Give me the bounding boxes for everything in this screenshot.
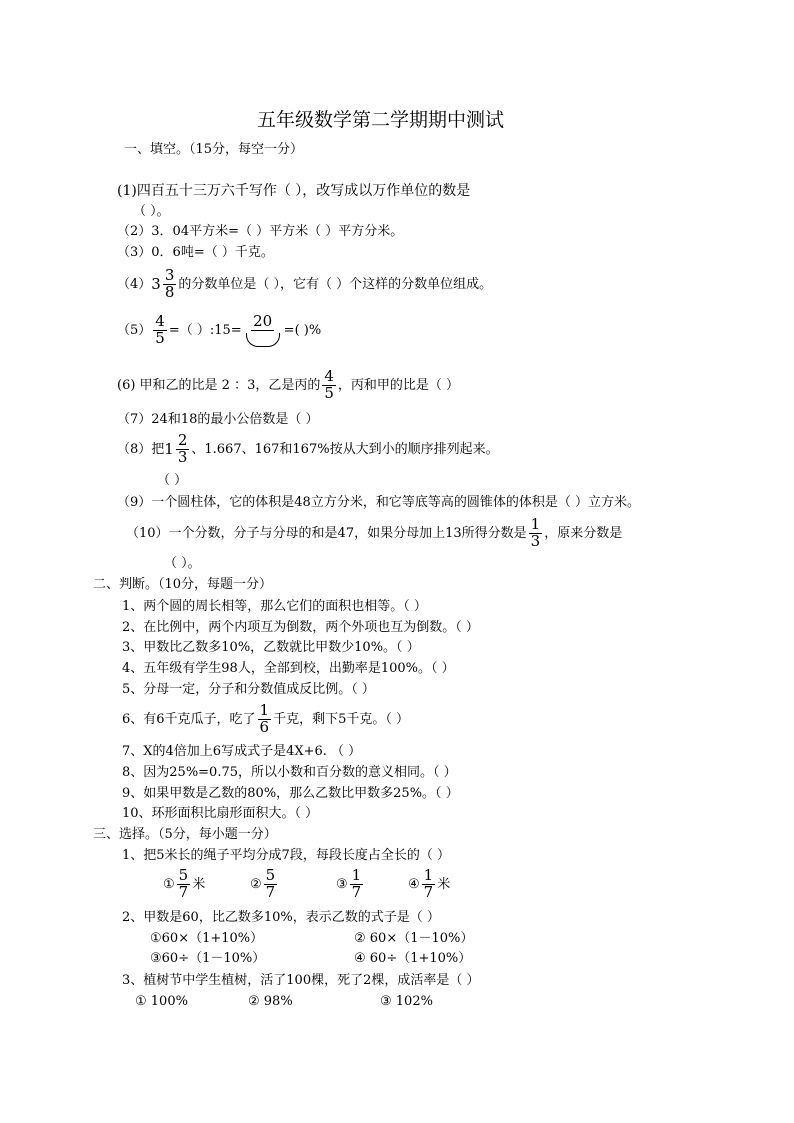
- numerator: 3: [164, 266, 175, 284]
- numerator: 2: [177, 431, 188, 449]
- denominator: 7: [178, 882, 189, 901]
- judge-item: 2、在比例中，两个内项互为倒数，两个外项也互为倒数。（ ）: [122, 620, 479, 635]
- judge-item: 9、如果甲数是乙数的80%，那么乙数比甲数多25%。（ ）: [122, 786, 459, 801]
- choice-option: [408, 868, 450, 901]
- numerator: 5: [178, 866, 189, 884]
- q6-prefix: (6) 甲和乙的比是 2 ：3，乙是丙的: [117, 377, 321, 393]
- denominator: 7: [351, 882, 362, 901]
- judge-item: 4、五年级有学生98人，全部到校，出勤率是100%。（ ）: [122, 661, 455, 676]
- page-title: 五年级数学第二学期期中测试: [257, 109, 505, 131]
- q8-suffix: 、1.667、167和167%按从大到小的顺序排列起来。: [191, 441, 499, 457]
- denominator: 3: [177, 447, 188, 466]
- question-1-5: [117, 314, 321, 347]
- choice-option: [250, 868, 279, 901]
- numerator: 5: [265, 866, 276, 884]
- judge-item: 3、甲数比乙数多10%，乙数就比甲数少10%。（ ）: [122, 640, 420, 655]
- choice-option: ③60÷（1－10%）: [150, 951, 266, 966]
- choice-option: ①60×（1+10%）: [150, 931, 264, 946]
- numerator: 1: [530, 515, 541, 533]
- choice-option: ④ 60÷（1+10%）: [354, 951, 472, 966]
- q10-prefix: （10）一个分数，分子与分母的和是47，如果分母加上13所得分数是: [126, 525, 527, 541]
- judge-item: 1、两个圆的周长相等，那么它们的面积也相等。（ ）: [122, 599, 427, 614]
- fraction: [264, 868, 278, 901]
- fraction: [177, 868, 191, 901]
- q5-prefix: （5）: [117, 322, 152, 338]
- option-unit: 米: [437, 876, 451, 892]
- question-1-6: [117, 369, 459, 402]
- judge-item: 10、环形面积比扇形面积大。（ ）: [122, 806, 319, 821]
- mixed-number: [151, 268, 178, 301]
- question-1-8-answer: （ ）: [157, 473, 188, 488]
- question-1-10: [126, 517, 622, 550]
- denominator: 7: [423, 882, 434, 901]
- question-1-7: （7）24和18的最小公倍数是（ ）: [117, 412, 319, 427]
- section-1-header: 一、填空。（15分，每空一分）: [124, 142, 304, 157]
- denominator: 5: [324, 383, 334, 402]
- numerator: 1: [259, 701, 270, 719]
- q5-suffix: =( )%: [283, 322, 322, 338]
- denominator-blank: [244, 331, 282, 347]
- fraction: [176, 433, 190, 466]
- option-mark: ④: [408, 876, 420, 892]
- fraction: [322, 369, 336, 402]
- question-1-1-line-b: （ ）。: [133, 204, 170, 219]
- numerator: 1: [423, 866, 434, 884]
- question-1-9: （9）一个圆柱体，它的体积是48立方分米，和它等底等高的圆锥体的体积是（ ）立方米。: [117, 495, 640, 510]
- denominator: 3: [530, 531, 541, 550]
- question-1-3: （3）0．6吨=（ ）千克。: [117, 245, 274, 260]
- section-3-header: 三、选择。（5分，每小题一分）: [93, 827, 277, 842]
- judge-item: 7、X的4倍加上6写成式子是4X+6. （ ）: [122, 744, 362, 759]
- choice-option: ① 100%: [135, 994, 188, 1009]
- option-unit: 米: [192, 876, 206, 892]
- denominator: 5: [155, 328, 165, 347]
- question-1-1-line-a: (1)四百五十三万六千写作（ ），改写成以万作单位的数是: [117, 183, 471, 199]
- option-mark: ③: [336, 876, 348, 892]
- q6-suffix: ，丙和甲的比是（ ）: [337, 377, 460, 393]
- option-mark: ①: [163, 876, 175, 892]
- choice-question-3: 3、植树节中学生植树，活了100棵，死了2棵，成活率是（ ）: [122, 973, 480, 988]
- i6-prefix: 6、有6千克瓜子，吃了: [122, 711, 256, 727]
- q5-middle: =（ ）:15=: [168, 322, 242, 338]
- mixed-number: [164, 433, 191, 466]
- question-1-4: [117, 268, 492, 301]
- q10-suffix: ，原来分数是: [544, 525, 623, 541]
- fraction: [258, 703, 272, 736]
- numerator: 4: [324, 367, 334, 385]
- judge-item: 8、因为25%=0.75，所以小数和百分数的意义相同。（ ）: [122, 765, 457, 780]
- choice-question-1: 1、把5米长的绳子平均分成7段，每段长度占全长的（ ）: [122, 848, 450, 863]
- mixed-whole: 3: [151, 274, 161, 293]
- numerator: 1: [351, 866, 362, 884]
- option-mark: ②: [250, 876, 262, 892]
- question-1-10-answer: （ ）。: [164, 556, 201, 571]
- q8-prefix: （8）把: [117, 441, 165, 457]
- fraction: [153, 314, 167, 347]
- judge-item: 5、分母一定，分子和分数值成反比例。（ ）: [122, 682, 375, 697]
- question-1-8: [117, 433, 499, 466]
- choice-option: ② 60×（1－10%）: [354, 931, 474, 946]
- fraction: [422, 868, 436, 901]
- q4-suffix: 的分数单位是（ ），它有（ ）个这样的分数单位组成。: [178, 276, 493, 292]
- fraction: [163, 268, 177, 301]
- fraction-blank: [244, 314, 282, 347]
- q4-prefix: （4）: [117, 276, 152, 292]
- denominator: 8: [164, 282, 175, 301]
- section-2-header: 二、判断。（10分，每题一分）: [93, 577, 273, 592]
- choice-question-2: 2、甲数是60，比乙数多10%，表示乙数的式子是（ ）: [122, 910, 440, 925]
- choice-option: ② 98%: [248, 994, 293, 1009]
- i6-suffix: 千克，剩下5千克。（ ）: [273, 711, 409, 727]
- choice-option: [336, 868, 365, 901]
- choice-option: ③ 102%: [380, 994, 433, 1009]
- denominator: 6: [259, 717, 270, 736]
- judge-item-6: [122, 703, 409, 736]
- question-1-2: （2）3．04平方米=（ ）平方米（ ）平方分米。: [117, 224, 404, 239]
- denominator: 7: [265, 882, 276, 901]
- numerator: 20: [253, 312, 273, 330]
- fraction: [529, 517, 543, 550]
- fraction: [350, 868, 364, 901]
- choice-option: [163, 868, 205, 901]
- mixed-whole: 1: [164, 439, 174, 458]
- numerator: 4: [155, 312, 165, 330]
